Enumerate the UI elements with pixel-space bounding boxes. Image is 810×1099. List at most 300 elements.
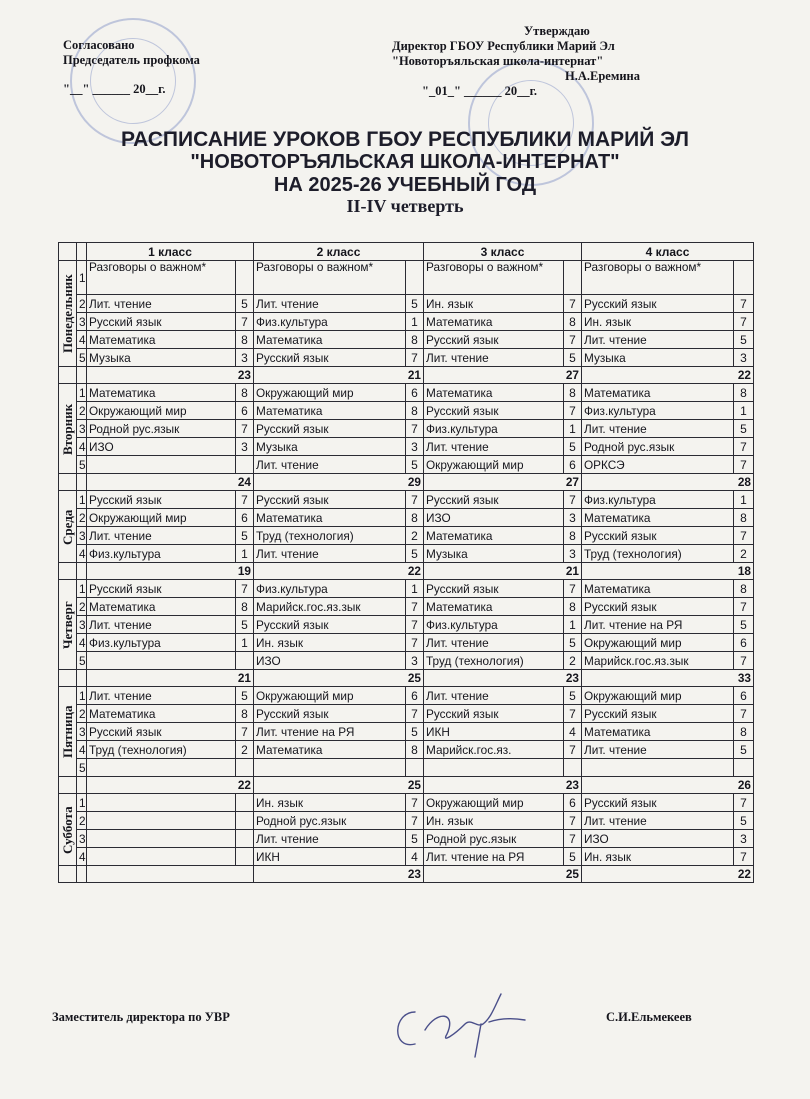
- subject-cell: Физ.культура: [424, 420, 564, 438]
- subject-cell: Русский язык: [87, 313, 236, 331]
- subject-cell: Математика: [254, 331, 406, 349]
- hours-cell: 3: [564, 545, 582, 563]
- total-spacer: [59, 777, 77, 794]
- hours-cell: 6: [406, 687, 424, 705]
- subject-cell: [424, 759, 564, 777]
- hours-cell: 3: [564, 509, 582, 527]
- schedule-row: [59, 402, 754, 420]
- hours-cell: 5: [564, 349, 582, 367]
- subject-cell: Математика: [424, 527, 564, 545]
- day-total: 24: [87, 474, 254, 491]
- day-total-row: [59, 777, 754, 794]
- hours-cell: 6: [564, 794, 582, 812]
- schedule-row: [59, 759, 754, 777]
- subject-cell: Математика: [582, 384, 734, 402]
- title-line-1: РАСПИСАНИЕ УРОКОВ ГБОУ РЕСПУБЛИКИ МАРИЙ ЭЛ: [120, 128, 690, 151]
- hours-cell: 6: [734, 687, 754, 705]
- subject-cell: Окружающий мир: [424, 794, 564, 812]
- hours-cell: 5: [734, 616, 754, 634]
- hours-cell: 7: [236, 420, 254, 438]
- day-total: 21: [254, 367, 424, 384]
- school-name-label: "Новоторъяльская школа-интернат": [392, 54, 604, 68]
- total-spacer: [59, 866, 77, 883]
- subject-cell: Лит. чтение: [424, 634, 564, 652]
- schedule-row: [59, 509, 754, 527]
- lesson-number: 3: [77, 830, 87, 848]
- schedule-row: [59, 545, 754, 563]
- hours-cell: 7: [564, 830, 582, 848]
- subject-cell: Русский язык: [424, 402, 564, 420]
- schedule-row: [59, 634, 754, 652]
- approval-block-left: [63, 38, 200, 97]
- subject-cell: ИЗО: [254, 652, 406, 670]
- subject-cell: Труд (технология): [87, 741, 236, 759]
- day-total: 21: [424, 563, 582, 580]
- hours-cell: 8: [564, 598, 582, 616]
- lesson-number: 5: [77, 456, 87, 474]
- schedule-row: [59, 598, 754, 616]
- day-total: 23: [87, 367, 254, 384]
- subject-cell: Родной рус.язык: [424, 830, 564, 848]
- hours-cell: 7: [236, 580, 254, 598]
- hours-cell: 5: [564, 687, 582, 705]
- hours-cell: 3: [236, 349, 254, 367]
- hours-cell: 7: [406, 420, 424, 438]
- subject-cell: Русский язык: [254, 420, 406, 438]
- hours-cell: 5: [406, 830, 424, 848]
- class-header: 1 класс: [87, 243, 254, 261]
- hours-cell: 1: [564, 420, 582, 438]
- lesson-number: 3: [77, 313, 87, 331]
- hours-cell: 3: [734, 830, 754, 848]
- hours-cell: [734, 261, 754, 295]
- subject-cell: Труд (технология): [582, 545, 734, 563]
- hours-cell: 7: [406, 598, 424, 616]
- subject-cell: Математика: [87, 384, 236, 402]
- day-total: 25: [424, 866, 582, 883]
- subject-cell: Окружающий мир: [254, 687, 406, 705]
- hours-cell: 8: [236, 331, 254, 349]
- subject-cell: Физ.культура: [254, 580, 406, 598]
- subject-cell: ОРКСЭ: [582, 456, 734, 474]
- day-total: 23: [254, 866, 424, 883]
- hours-cell: 6: [406, 384, 424, 402]
- lesson-number: 1: [77, 794, 87, 812]
- hours-cell: 8: [406, 402, 424, 420]
- lesson-number: 4: [77, 545, 87, 563]
- subject-cell: Математика: [254, 402, 406, 420]
- subject-cell: Ин. язык: [582, 848, 734, 866]
- subject-cell: Марийск.гос.яз.зык: [582, 652, 734, 670]
- subject-cell: Русский язык: [424, 705, 564, 723]
- schedule-row: [59, 580, 754, 598]
- subject-cell: Лит. чтение: [87, 687, 236, 705]
- subject-cell: Русский язык: [582, 794, 734, 812]
- total-spacer: [77, 563, 87, 580]
- subject-cell: [254, 759, 406, 777]
- total-spacer: [77, 866, 87, 883]
- hours-cell: 5: [236, 616, 254, 634]
- subject-cell: [87, 652, 236, 670]
- total-spacer: [59, 670, 77, 687]
- hours-cell: 1: [406, 580, 424, 598]
- schedule-row: [59, 616, 754, 634]
- lesson-number: 2: [77, 295, 87, 313]
- subject-cell: Физ.культура: [582, 491, 734, 509]
- hours-cell: 7: [734, 794, 754, 812]
- hours-cell: 8: [734, 384, 754, 402]
- day-total-row: [59, 563, 754, 580]
- subject-cell: Родной рус.язык: [254, 812, 406, 830]
- hours-cell: 7: [564, 812, 582, 830]
- schedule-row: [59, 491, 754, 509]
- subject-cell: Лит. чтение на РЯ: [254, 723, 406, 741]
- day-total: 22: [87, 777, 254, 794]
- subject-cell: Русский язык: [582, 527, 734, 545]
- class-header: 3 класс: [424, 243, 582, 261]
- hours-cell: 7: [734, 295, 754, 313]
- subject-cell: Лит. чтение: [582, 420, 734, 438]
- hours-cell: 8: [406, 741, 424, 759]
- total-spacer: [77, 777, 87, 794]
- subject-cell: [87, 456, 236, 474]
- day-total: 33: [582, 670, 754, 687]
- subject-cell: Музыка: [87, 349, 236, 367]
- subject-cell: Математика: [424, 598, 564, 616]
- subject-cell: Окружающий мир: [424, 456, 564, 474]
- hours-cell: 5: [406, 295, 424, 313]
- hours-cell: 1: [564, 616, 582, 634]
- hours-cell: 7: [734, 705, 754, 723]
- subject-cell: [582, 759, 734, 777]
- subject-cell: Лит. чтение: [424, 687, 564, 705]
- subject-cell: Математика: [582, 580, 734, 598]
- schedule-row: [59, 331, 754, 349]
- hours-cell: [406, 261, 424, 295]
- hours-cell: 7: [406, 616, 424, 634]
- hours-cell: 4: [406, 848, 424, 866]
- hours-cell: 5: [406, 456, 424, 474]
- subject-cell: Лит. чтение на РЯ: [424, 848, 564, 866]
- day-total: 19: [87, 563, 254, 580]
- subject-cell: Лит. чтение: [254, 295, 406, 313]
- hours-cell: [564, 261, 582, 295]
- hours-cell: 8: [236, 705, 254, 723]
- lesson-number: 2: [77, 402, 87, 420]
- lesson-number: 4: [77, 634, 87, 652]
- deputy-director-name: С.И.Ельмекеев: [606, 1010, 692, 1024]
- hours-cell: 1: [236, 634, 254, 652]
- day-label: Пятница: [59, 687, 77, 777]
- hours-cell: 7: [406, 634, 424, 652]
- total-spacer: [59, 563, 77, 580]
- subject-cell: Математика: [254, 509, 406, 527]
- lesson-number: 3: [77, 723, 87, 741]
- approval-block-right: [392, 24, 640, 99]
- hours-cell: 5: [236, 295, 254, 313]
- lesson-number: 1: [77, 580, 87, 598]
- subject-cell: Труд (технология): [424, 652, 564, 670]
- subject-cell: Русский язык: [582, 705, 734, 723]
- subject-cell: Окружающий мир: [254, 384, 406, 402]
- hours-cell: 7: [734, 313, 754, 331]
- subject-cell: Музыка: [254, 438, 406, 456]
- hours-cell: 8: [236, 598, 254, 616]
- hours-cell: 3: [236, 438, 254, 456]
- schedule-row: [59, 705, 754, 723]
- agreed-date: "__" ______ 20__г.: [63, 82, 166, 96]
- subject-cell: Физ.культура: [254, 313, 406, 331]
- lesson-number: 1: [77, 687, 87, 705]
- schedule-row: [59, 261, 754, 295]
- subject-cell: Лит. чтение: [254, 456, 406, 474]
- union-chair-label: Председатель профкома: [63, 53, 200, 67]
- corner-cell: [77, 243, 87, 261]
- subject-cell: Родной рус.язык: [582, 438, 734, 456]
- day-total: [87, 866, 254, 883]
- hours-cell: 7: [734, 598, 754, 616]
- hours-cell: [236, 794, 254, 812]
- subject-cell: Математика: [582, 509, 734, 527]
- subject-cell: [87, 830, 236, 848]
- approved-label: Утверждаю: [524, 24, 590, 38]
- day-total: 26: [582, 777, 754, 794]
- subject-cell: Лит. чтение: [87, 616, 236, 634]
- hours-cell: [236, 261, 254, 295]
- hours-cell: [564, 759, 582, 777]
- subject-cell: Ин. язык: [254, 794, 406, 812]
- schedule-row: [59, 456, 754, 474]
- director-label: Директор ГБОУ Республики Марий Эл: [392, 39, 615, 53]
- subject-cell: Физ.культура: [582, 402, 734, 420]
- schedule-row: [59, 313, 754, 331]
- subject-cell: Разговоры о важном*: [582, 261, 734, 295]
- subject-cell: ИЗО: [582, 830, 734, 848]
- day-total: 23: [424, 670, 582, 687]
- hours-cell: [236, 830, 254, 848]
- lesson-number: 3: [77, 527, 87, 545]
- subject-cell: Лит. чтение: [254, 830, 406, 848]
- subject-cell: Музыка: [424, 545, 564, 563]
- day-total: 27: [424, 367, 582, 384]
- subject-cell: Математика: [254, 741, 406, 759]
- subject-cell: Математика: [424, 384, 564, 402]
- subject-cell: Марийск.гос.яз.зык: [254, 598, 406, 616]
- lesson-number: 3: [77, 420, 87, 438]
- hours-cell: 7: [406, 812, 424, 830]
- hours-cell: 8: [734, 509, 754, 527]
- subject-cell: Физ.культура: [87, 634, 236, 652]
- hours-cell: 7: [564, 491, 582, 509]
- hours-cell: 5: [564, 438, 582, 456]
- schedule-row: [59, 652, 754, 670]
- hours-cell: 1: [734, 402, 754, 420]
- day-total: 22: [582, 367, 754, 384]
- hours-cell: [236, 812, 254, 830]
- hours-cell: 1: [406, 313, 424, 331]
- lesson-number: 1: [77, 261, 87, 295]
- director-name: Н.А.Еремина: [565, 69, 641, 83]
- hours-cell: [236, 759, 254, 777]
- schedule-row: [59, 848, 754, 866]
- hours-cell: 7: [406, 491, 424, 509]
- hours-cell: 5: [734, 812, 754, 830]
- class-header: 2 класс: [254, 243, 424, 261]
- day-total-row: [59, 474, 754, 491]
- hours-cell: 7: [564, 705, 582, 723]
- subject-cell: Окружающий мир: [87, 509, 236, 527]
- subject-cell: Ин. язык: [254, 634, 406, 652]
- schedule-row: [59, 812, 754, 830]
- hours-cell: 2: [564, 652, 582, 670]
- hours-cell: 2: [734, 545, 754, 563]
- hours-cell: 6: [236, 402, 254, 420]
- total-spacer: [77, 474, 87, 491]
- subject-cell: Русский язык: [582, 295, 734, 313]
- hours-cell: [734, 759, 754, 777]
- subject-cell: Окружающий мир: [582, 687, 734, 705]
- page-title: [0, 128, 810, 216]
- hours-cell: 8: [564, 313, 582, 331]
- total-spacer: [77, 367, 87, 384]
- hours-cell: 7: [406, 705, 424, 723]
- day-total: 27: [424, 474, 582, 491]
- subject-cell: Математика: [582, 723, 734, 741]
- day-label: Суббота: [59, 794, 77, 866]
- hours-cell: 5: [406, 545, 424, 563]
- hours-cell: 7: [564, 331, 582, 349]
- hours-cell: 7: [734, 527, 754, 545]
- subject-cell: Русский язык: [424, 331, 564, 349]
- lesson-number: 4: [77, 848, 87, 866]
- hours-cell: [236, 456, 254, 474]
- hours-cell: 8: [564, 527, 582, 545]
- lesson-number: 3: [77, 616, 87, 634]
- day-label: Среда: [59, 491, 77, 563]
- hours-cell: 7: [236, 313, 254, 331]
- lesson-number: 5: [77, 349, 87, 367]
- hours-cell: 5: [734, 331, 754, 349]
- corner-cell: [59, 243, 77, 261]
- title-line-2: "НОВОТОРЪЯЛЬСКАЯ ШКОЛА-ИНТЕРНАТ": [190, 151, 620, 173]
- subject-cell: Русский язык: [254, 705, 406, 723]
- total-spacer: [59, 474, 77, 491]
- day-total: 22: [254, 563, 424, 580]
- subject-cell: Русский язык: [424, 580, 564, 598]
- subject-cell: Русский язык: [254, 491, 406, 509]
- lesson-number: 1: [77, 491, 87, 509]
- hours-cell: 8: [734, 723, 754, 741]
- hours-cell: 7: [564, 295, 582, 313]
- day-label: Вторник: [59, 384, 77, 474]
- subject-cell: Физ.культура: [424, 616, 564, 634]
- subject-cell: ИЗО: [424, 509, 564, 527]
- hours-cell: 5: [236, 527, 254, 545]
- subject-cell: Разговоры о важном*: [254, 261, 406, 295]
- schedule-row: [59, 420, 754, 438]
- day-total: 29: [254, 474, 424, 491]
- schedule-row: [59, 741, 754, 759]
- subject-cell: Труд (технология): [254, 527, 406, 545]
- lesson-number: 2: [77, 598, 87, 616]
- hours-cell: 7: [734, 456, 754, 474]
- class-header: 4 класс: [582, 243, 754, 261]
- subject-cell: Родной рус.язык: [87, 420, 236, 438]
- hours-cell: 7: [564, 580, 582, 598]
- subject-cell: Математика: [87, 705, 236, 723]
- hours-cell: 1: [236, 545, 254, 563]
- hours-cell: 5: [564, 634, 582, 652]
- hours-cell: 2: [406, 527, 424, 545]
- schedule-row: [59, 723, 754, 741]
- subject-cell: Лит. чтение: [87, 295, 236, 313]
- title-line-3: НА 2025-26 УЧЕБНЫЙ ГОД: [273, 174, 537, 196]
- hours-cell: 8: [236, 384, 254, 402]
- hours-cell: 6: [734, 634, 754, 652]
- subject-cell: Математика: [424, 313, 564, 331]
- schedule-table: [58, 242, 754, 883]
- hours-cell: 3: [406, 438, 424, 456]
- subject-cell: ИКН: [254, 848, 406, 866]
- subject-cell: Окружающий мир: [87, 402, 236, 420]
- hours-cell: 5: [734, 741, 754, 759]
- hours-cell: 5: [734, 420, 754, 438]
- day-total: 18: [582, 563, 754, 580]
- lesson-number: 1: [77, 384, 87, 402]
- title-line-4: II-IV четверть: [346, 196, 464, 216]
- day-total-row: [59, 866, 754, 883]
- day-label: Понедельник: [59, 261, 77, 367]
- deputy-director-label: Заместитель директора по УВР: [52, 1010, 230, 1024]
- agreed-label: Согласовано: [63, 38, 135, 52]
- approved-date: "_01_" ______ 20__г.: [422, 84, 538, 98]
- subject-cell: Физ.культура: [87, 545, 236, 563]
- subject-cell: Лит. чтение: [582, 331, 734, 349]
- day-total-row: [59, 670, 754, 687]
- hours-cell: 5: [406, 723, 424, 741]
- subject-cell: Лит. чтение: [424, 349, 564, 367]
- lesson-number: 4: [77, 741, 87, 759]
- subject-cell: Русский язык: [87, 723, 236, 741]
- day-total: 25: [254, 777, 424, 794]
- subject-cell: ИЗО: [87, 438, 236, 456]
- hours-cell: 7: [406, 349, 424, 367]
- hours-cell: 1: [734, 491, 754, 509]
- schedule-row: [59, 295, 754, 313]
- lesson-number: 5: [77, 652, 87, 670]
- subject-cell: Лит. чтение: [254, 545, 406, 563]
- hours-cell: 6: [236, 509, 254, 527]
- hours-cell: 7: [236, 491, 254, 509]
- schedule-row: [59, 830, 754, 848]
- hours-cell: 8: [406, 509, 424, 527]
- subject-cell: Лит. чтение: [582, 741, 734, 759]
- subject-cell: Русский язык: [582, 598, 734, 616]
- schedule-row: [59, 349, 754, 367]
- hours-cell: 7: [406, 794, 424, 812]
- schedule-row: [59, 384, 754, 402]
- hours-cell: 2: [236, 741, 254, 759]
- day-total: 21: [87, 670, 254, 687]
- subject-cell: [87, 812, 236, 830]
- lesson-number: 4: [77, 438, 87, 456]
- subject-cell: Русский язык: [254, 616, 406, 634]
- lesson-number: 5: [77, 759, 87, 777]
- hours-cell: 8: [734, 580, 754, 598]
- subject-cell: Разговоры о важном*: [424, 261, 564, 295]
- signature-image: [385, 982, 535, 1067]
- schedule-row: [59, 527, 754, 545]
